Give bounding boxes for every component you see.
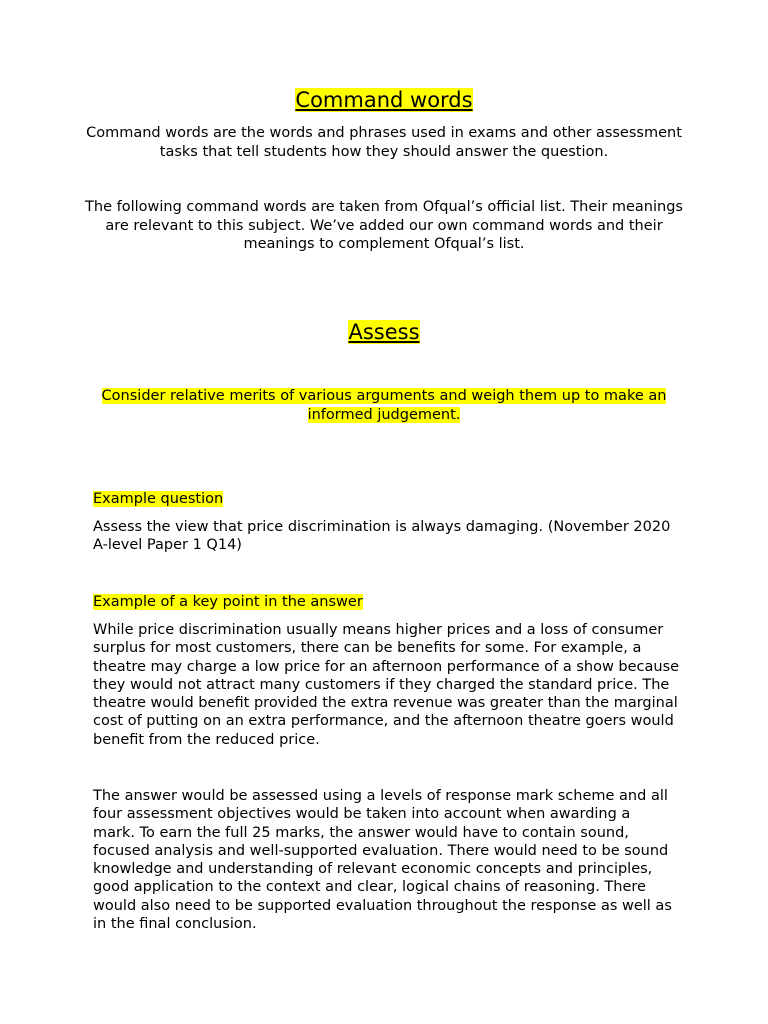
intro-paragraph: Command words are the words and phrases used in exams and other assessment tasks that tell students how they should answer the question. [86,125,682,160]
key-point-paragraph: While price discrimination usually means higher prices and a loss of consumer surplus for most customers, there can be benefits for some. For example, a theatre may charge a low price for an afternoon performance of a show because they would not attract many customers if they charged the standard price. The theatre would benefit provided the extra revenue was greater than the marginal cost of putting on an extra performance, and the afternoon theatre goers would benefit from the reduced price. [93,622,680,748]
definition-text: Consider relative merits of various arguments and weigh them up to make an informed judgement. [101,388,667,423]
example-question-text: Assess the view that price discrimination is always damaging. (November 2020 A-level Paper 1 Q14) [93,519,671,554]
section-heading-text: Assess [348,320,420,344]
definition-paragraph [84,387,684,424]
assessment-note-paragraph: The answer would be assessed using a levels of response mark scheme and all four assessment objectives would be taken into account when awarding a mark. To earn the full 25 marks, the answer would have to contain sound, focused analysis and well-supported evaluation. There would need to be sound knowledge and understanding of relevant economic concepts and principles, good application to the context and clear, logical chains of reasoning. There would also need to be supported evaluation throughout the response as well as in the final conclusion. [93,788,672,933]
example-question-label-text: Example question [93,491,224,507]
page-title [0,87,768,113]
page-title-text: Command words [295,88,473,112]
example-question-label [93,490,693,508]
ofqual-note-paragraph: The following command words are taken from Ofqual’s official list. Their meanings are relevant to this subject. We’ve added our own command words and their meanings to complement Ofqual’s list. [85,199,683,252]
section-heading [0,319,768,345]
key-point-label-text: Example of a key point in the answer [93,594,363,610]
key-point-label [93,593,693,611]
